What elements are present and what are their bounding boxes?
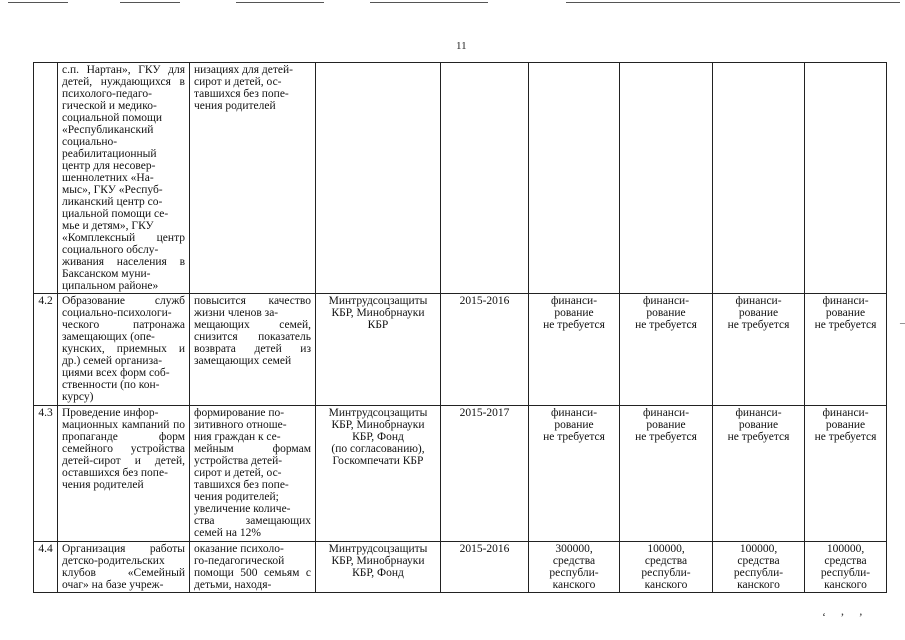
header-rule bbox=[236, 2, 324, 3]
funding-cell: финанси- рование не требуется bbox=[805, 406, 887, 542]
funding-cell bbox=[529, 63, 620, 294]
measures-table bbox=[33, 62, 887, 593]
funding-cell: 100000, средства республи- канского bbox=[805, 542, 887, 593]
period-cell: 2015-2016 bbox=[441, 542, 529, 593]
funding-cell: финанси- рование не требуется bbox=[620, 406, 713, 542]
funding-cell bbox=[805, 63, 887, 294]
table-row bbox=[34, 294, 887, 406]
header-rule bbox=[370, 2, 488, 3]
period-cell bbox=[441, 63, 529, 294]
result-cell: оказание психоло- го-педагогической помощи 500 семьям с детьми, находя- bbox=[190, 542, 316, 593]
table-row bbox=[34, 542, 887, 593]
period-cell: 2015-2016 bbox=[441, 294, 529, 406]
result-cell: низациях для детей- сирот и детей, ос- тавшихся без попе- чения родителей bbox=[190, 63, 316, 294]
executor-cell: Минтрудсоцзащиты КБР, Минобрнауки КБР, Фонд (по согласованию), Госкомпечати КБР bbox=[316, 406, 441, 542]
measure-cell: Проведение инфор- мационных кампаний по пропаганде форм семейного устройства детей-сирот и детей, оставшихся без попе- чения родителей bbox=[58, 406, 190, 542]
funding-cell: финанси- рование не требуется bbox=[529, 294, 620, 406]
funding-cell: 100000, средства республи- канского bbox=[713, 542, 805, 593]
funding-cell: финанси- рование не требуется bbox=[713, 406, 805, 542]
funding-cell: финанси- рование не требуется bbox=[805, 294, 887, 406]
row-number: 4.4 bbox=[34, 542, 58, 593]
header-rule bbox=[120, 2, 180, 3]
funding-cell: 100000, средства республи- канского bbox=[620, 542, 713, 593]
table-row bbox=[34, 406, 887, 542]
header-rule bbox=[566, 2, 900, 3]
funding-cell: финанси- рование не требуется bbox=[529, 406, 620, 542]
table-row bbox=[34, 63, 887, 294]
funding-cell bbox=[713, 63, 805, 294]
funding-cell bbox=[620, 63, 713, 294]
scan-marks: ‘ ’ ’ bbox=[822, 610, 869, 624]
executor-cell: Минтрудсоцзащиты КБР, Минобрнауки КБР bbox=[316, 294, 441, 406]
executor-cell: Минтрудсоцзащиты КБР, Минобрнауки КБР, Фонд bbox=[316, 542, 441, 593]
row-number bbox=[34, 63, 58, 294]
result-cell: формирование по- зитивного отноше- ния граждан к се- мейным формам устройства детей- сирот и детей, ос- тавшихся без попе- чения родителей; увеличение количе- ства замещающих семей на 12% bbox=[190, 406, 316, 542]
measure-cell: Образование служб социально-психологи- ческого патронажа замещающих (опе- кунских, приемных и др.) семей организа- циями всех форм соб- ственности (по кон- курсу) bbox=[58, 294, 190, 406]
measure-cell: с.п. Нартан», ГКУ для детей, нуждающихся в психолого-педаго- гической и медико- социальной помощи «Республиканский социально- реабилитационный центр для несовер- шеннолетних «На- мыс», ГКУ «Респуб- ликанский центр со- циальной помощи се- мье и детям», ГКУ «Комплексный центр социального обслу- живания населения в Баксанском муни- ципальном районе» bbox=[58, 63, 190, 294]
header-rule bbox=[8, 2, 68, 3]
result-cell: повысится качество жизни членов за- мещающих семей, снизится показатель возврата детей из замещающих семей bbox=[190, 294, 316, 406]
row-number: 4.2 bbox=[34, 294, 58, 406]
page-number: 11 bbox=[456, 40, 467, 52]
measure-cell: Организация работы детско-родительских клубов «Семейный очаг» на базе учреж- bbox=[58, 542, 190, 593]
row-number: 4.3 bbox=[34, 406, 58, 542]
funding-cell: финанси- рование не требуется bbox=[620, 294, 713, 406]
period-cell: 2015-2017 bbox=[441, 406, 529, 542]
executor-cell bbox=[316, 63, 441, 294]
scan-mark: – bbox=[900, 318, 905, 329]
funding-cell: 300000, средства республи- канского bbox=[529, 542, 620, 593]
funding-cell: финанси- рование не требуется bbox=[713, 294, 805, 406]
